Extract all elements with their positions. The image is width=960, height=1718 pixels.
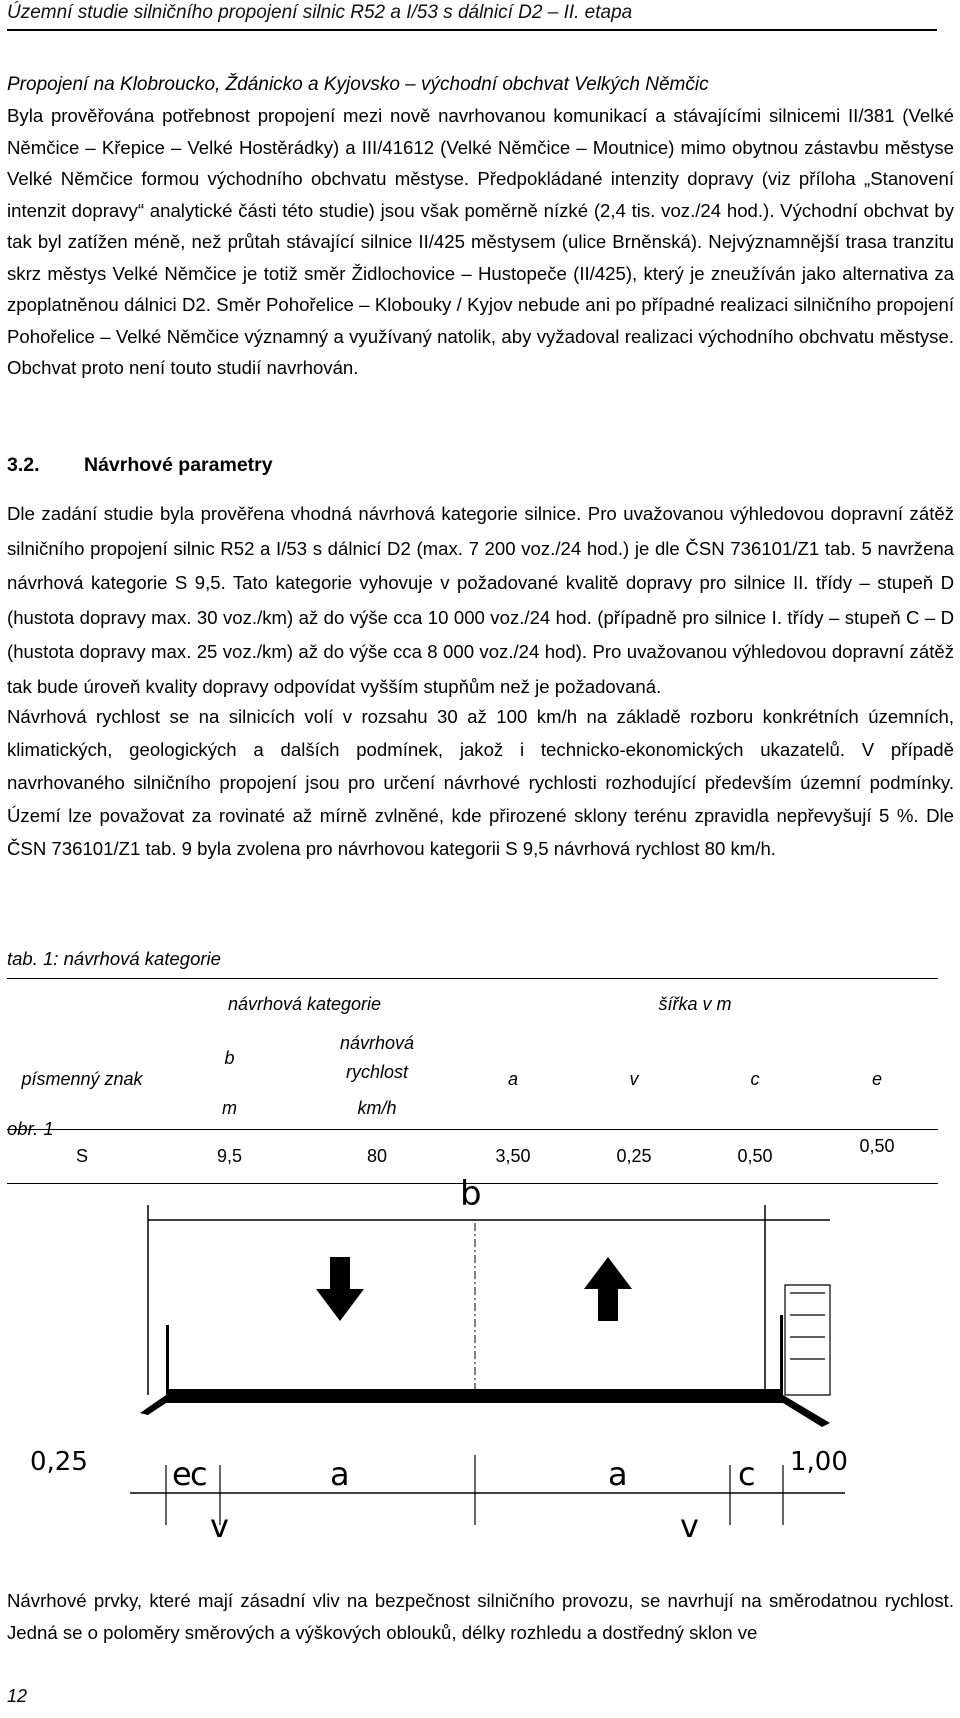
cell-v: 0,25	[574, 1130, 694, 1184]
unit-b: m	[222, 1097, 237, 1118]
paragraph-navrhove-prvky: Návrhové prvky, které mají zásadní vliv na bezpečnost silničního provozu, se navrhují na směrodatnou rychlost. Jedná se o poloměry směrových a výškových oblouků, délky rozhledu a dostředný sklon ve	[7, 1590, 954, 1643]
label-a-left: a	[330, 1455, 350, 1493]
cell-c: 0,50	[694, 1130, 816, 1184]
arrow-down-icon	[316, 1257, 364, 1321]
label-a-right: a	[608, 1455, 628, 1493]
section-title: Propojení na Klobroucko, Ždánicko a Kyjovsko – východní obchvat Velkých Němčic	[7, 74, 709, 95]
table-subheader-row	[7, 1029, 938, 1087]
page-number: 12	[7, 1686, 28, 1706]
table-header-row	[7, 979, 938, 1030]
guard-rail-structure	[785, 1285, 830, 1395]
heading-navrhove-parametry	[7, 454, 273, 477]
post-left	[166, 1325, 169, 1395]
paragraph-kategorie: Dle zadání studie byla prověřena vhodná návrhová kategorie silnice. Pro uvažovanou výhledovou dopravní zátěž silničního propojení silnic R52 a I/53 s dálnicí D2 (max. 7 200 voz./24 hod.) je dle ČSN 736101/Z1 tab. 5 navržena návrhová kategorie S 9,5. Tato kategorie vyhovuje v požadované kvalitě dopravy pro silnice II. třídy – stupeň D (hustota dopravy max. 30 voz./km) až do výše cca 10 000 voz./24 hod. (případně pro silnice I. třídy – stupeň C – D (hustota dopravy max. 25 voz./km) až do výše cca 8 000 voz./24 hod). Pro uvažovanou výhledovou dopravní zátěž tak bude úroveň kvality dopravy odpovídat vyšším stupňům než je požadovaná.	[7, 503, 954, 697]
cell-speed: 80	[302, 1130, 452, 1184]
heading-text: Návrhové parametry	[84, 454, 273, 476]
label-c-left: c	[190, 1455, 208, 1493]
label-b: b	[460, 1174, 482, 1214]
th-category: návrhová kategorie	[157, 979, 452, 1030]
label-v-left: v	[210, 1507, 229, 1545]
category-table	[7, 978, 938, 1184]
label-e: e	[172, 1455, 192, 1493]
th-e: e	[871, 1068, 882, 1089]
th-letter: písmenný znak	[21, 1068, 143, 1089]
table-caption: tab. 1: návrhová kategorie	[7, 948, 221, 969]
label-c-right: c	[738, 1455, 756, 1493]
slope-left	[140, 1395, 166, 1415]
th-a: a	[507, 1068, 518, 1089]
label-025: 0,25	[30, 1447, 88, 1477]
heading-number: 3.2.	[7, 454, 40, 476]
label-100: 1,00	[790, 1447, 848, 1477]
th-speed: návrhová rychlost	[339, 1033, 415, 1082]
cell-letter: S	[7, 1130, 157, 1184]
arrow-up-icon	[584, 1257, 632, 1321]
road-deck	[166, 1389, 783, 1403]
paragraph-obchvat: Byla prověřována potřebnost propojení mezi nově navrhovanou komunikací a stávajícími silnicemi II/381 (Velké Němčice – Křepice – Velké Hostěrádky) a III/41612 (Velké Němčice – Moutnice) mimo obytnou zástavbu městyse Velké Němčice formou východního obchvatu městyse. Předpokládané intenzity dopravy (viz příloha „Stanovení intenzit dopravy“ analytické části této studie) jsou však poměrně nízké (2,4 tis. voz./24 hod.). Východní obchvat by tak byl zatížen méně, než průtah stávající silnice II/425 městysem (ulice Brněnská). Nejvýznamnější trasa tranzitu skrz městys Velké Němčice je totiž směr Židlochovice – Hustopeče (II/425), který je zneužíván jako alternativa za zpoplatněnou dálnici D2. Směr Pohořelice – Klobouky / Kyjov nebude ani po případné realizaci silničního propojení Pohořelice – Velké Němčice významný a využívaný natolik, aby vyžadoval realizaci východního obchvatu městyse. Obchvat proto není touto studií navrhován.	[7, 105, 954, 378]
figure-caption: obr. 1	[7, 1118, 54, 1139]
th-b: b	[224, 1047, 235, 1068]
post-right	[780, 1315, 783, 1395]
slope-right	[783, 1395, 830, 1427]
unit-speed: km/h	[357, 1097, 397, 1118]
paragraph-rychlost: Návrhová rychlost se na silnicích volí v rozsahu 30 až 100 km/h na základě rozboru konkrétních územních, klimatických, geologických a dalších podmínek, jakož i technicko-ekonomických ukazatelů. V případě navrhovaného silničního propojení jsou pro určení návrhové rychlosti rozhodující především územní podmínky. Území lze považovat za rovinaté až mírně zvlněné, kde přirozené sklony terénu zpravidla nepřevyšují 5 %. Dle ČSN 736101/Z1 tab. 9 byla zvolena pro návrhovou kategorii S 9,5 návrhová rychlost 80 km/h.	[7, 706, 954, 859]
th-c: c	[750, 1068, 760, 1089]
cell-a: 3,50	[452, 1130, 574, 1184]
cross-section-figure	[30, 1165, 850, 1575]
cell-e: 0,50	[816, 1130, 938, 1184]
label-v-right: v	[680, 1507, 699, 1545]
cell-b: 9,5	[157, 1130, 302, 1184]
th-width: šířka v m	[452, 979, 938, 1030]
page-header: Územní studie silničního propojení silnic R52 a I/53 s dálnicí D2 – II. etapa	[7, 2, 937, 31]
th-v: v	[629, 1068, 639, 1089]
